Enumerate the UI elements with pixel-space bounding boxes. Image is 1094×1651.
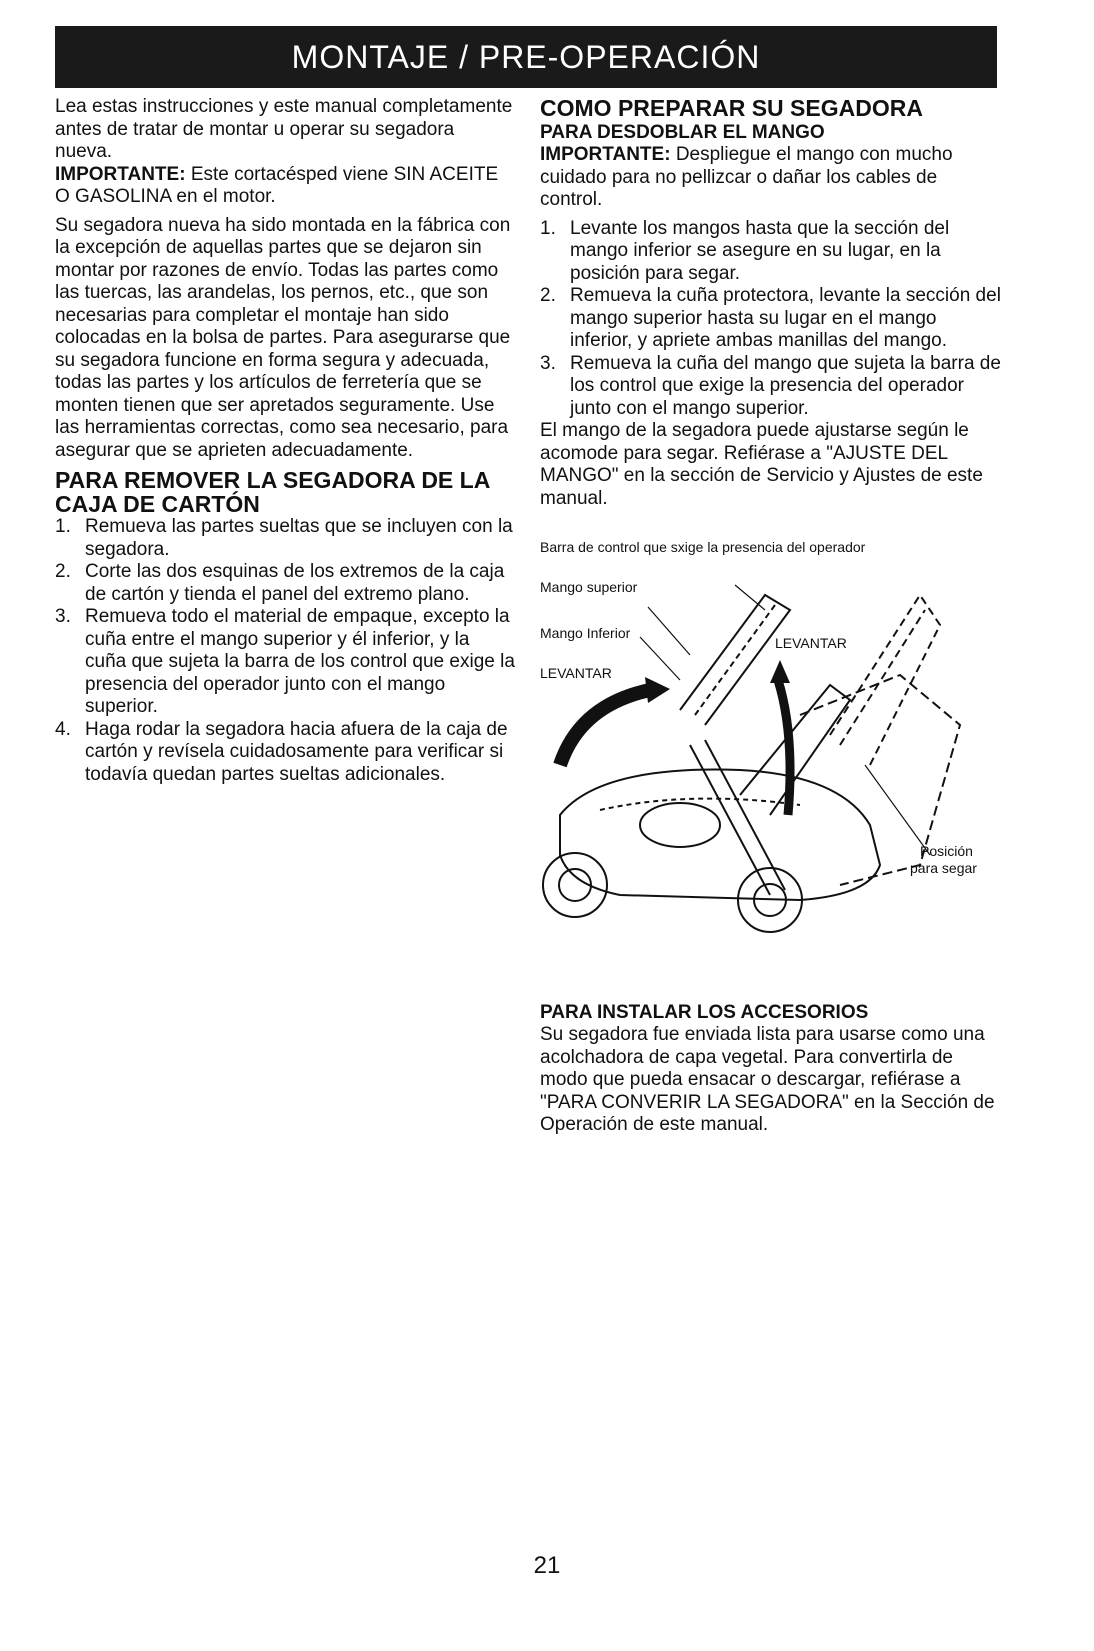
adjust-note: El mango de la segadora puede ajustarse según le acomode para segar. Refiérase a "AJUSTE DEL MANGO" en la sección de Servicio y Ajustes de este manual.	[540, 420, 983, 509]
accessories-paragraph: Su segadora fue enviada lista para usarse como una acolchadora de capa vegetal. Para convertirla de modo que pueda ensacar o descargar, refiérase a "PARA CONVERIR LA SEGADORA" en la Sección de Operación de este manual.	[540, 1024, 995, 1135]
label-position-2: para segar	[910, 860, 977, 876]
label-position-1: Posición	[920, 843, 973, 859]
label-upper-handle: Mango superior	[540, 579, 638, 595]
label-lower-handle: Mango Inferior	[540, 625, 631, 641]
list-item: 2. Remueva la cuña protectora, levante la sección del mango superior hasta su lugar en el mango inferior, y apriete ambas manillas del mango.	[540, 285, 1001, 351]
important-text: Despliegue el mango con mucho cuidado para no pellizcar o dañar los cables de control.	[540, 144, 953, 210]
list-item: 1. Remueva las partes sueltas que se incluyen con la segadora.	[55, 516, 513, 560]
right-column	[540, 96, 1002, 516]
label-lift-left: LEVANTAR	[540, 665, 612, 681]
intro-paragraph: Lea estas instrucciones y este manual completamente antes de tratar de montar u operar su segadora nueva.	[55, 96, 513, 162]
unbox-heading: PARA REMOVER LA SEGADORA DE LA CAJA DE CARTÓN	[55, 467, 490, 517]
accessories-section	[540, 1000, 1002, 1143]
list-item: 1. Levante los mangos hasta que la sección del mango inferior se asegure en su lugar, en la posición para segar.	[540, 217, 950, 284]
section-title-banner	[55, 26, 997, 88]
unbox-steps	[55, 516, 515, 786]
important-note-right	[540, 144, 1002, 212]
list-item: 4. Haga rodar la segadora hacia afuera de la caja de cartón y revísela cuidadosamente para verificar si todavía quedan partes sueltas adicionales.	[55, 718, 508, 785]
list-item: 3. Remueva todo el material de empaque, excepto la cuña entre el mango superior y él inferior, y la cuña que sujeta la barra de los control que exige la presencia del operador junto con el mango superior.	[55, 606, 515, 717]
label-operator-bar: Barra de control que sxige la presencia del operador	[540, 539, 866, 555]
label-lift-right: LEVANTAR	[775, 635, 847, 651]
unfold-steps	[540, 218, 1002, 421]
list-item: 2. Corte las dos esquinas de los extremos de la caja de cartón y tienda el panel del extremo plano.	[55, 561, 505, 605]
important-label: IMPORTANTE:	[55, 163, 186, 185]
unfold-handle-subheading: PARA DESDOBLAR EL MANGO	[540, 122, 825, 143]
accessories-heading: PARA INSTALAR LOS ACCESORIOS	[540, 1002, 869, 1023]
important-label: IMPORTANTE:	[540, 144, 671, 165]
assembly-paragraph: Su segadora nueva ha sido montada en la fábrica con la excepción de aquellas partes que se dejaron sin montar por razones de envío. Todas las partes como las tuercas, las arandelas, los pernos, etc., que son necesarias para completar el montaje han sido colocadas en la bolsa de partes. Para asegurarse que su segadora funcione en forma segura y adecuada, todas las partes y los artículos de ferretería que se monten tienen que ser apretados seguramente. Use las herramientas correctas, como sea necesario, para asegurar que se aprieten adecuadamente.	[55, 214, 511, 461]
page-title: MONTAJE / PRE-OPERACIÓN	[291, 38, 761, 75]
prepare-heading: COMO PREPARAR SU SEGADORA	[540, 95, 923, 121]
left-column	[55, 96, 515, 786]
page-number: 21	[533, 1552, 561, 1579]
important-text: Este cortacésped viene SIN ACEITE O GASOLINA en el motor.	[55, 163, 499, 207]
important-note	[55, 164, 515, 209]
list-item: 3. Remueva la cuña del mango que sujeta la barra de los control que exige la presencia del operador junto con el mango superior.	[540, 352, 1001, 419]
mower-figure	[540, 539, 1010, 965]
